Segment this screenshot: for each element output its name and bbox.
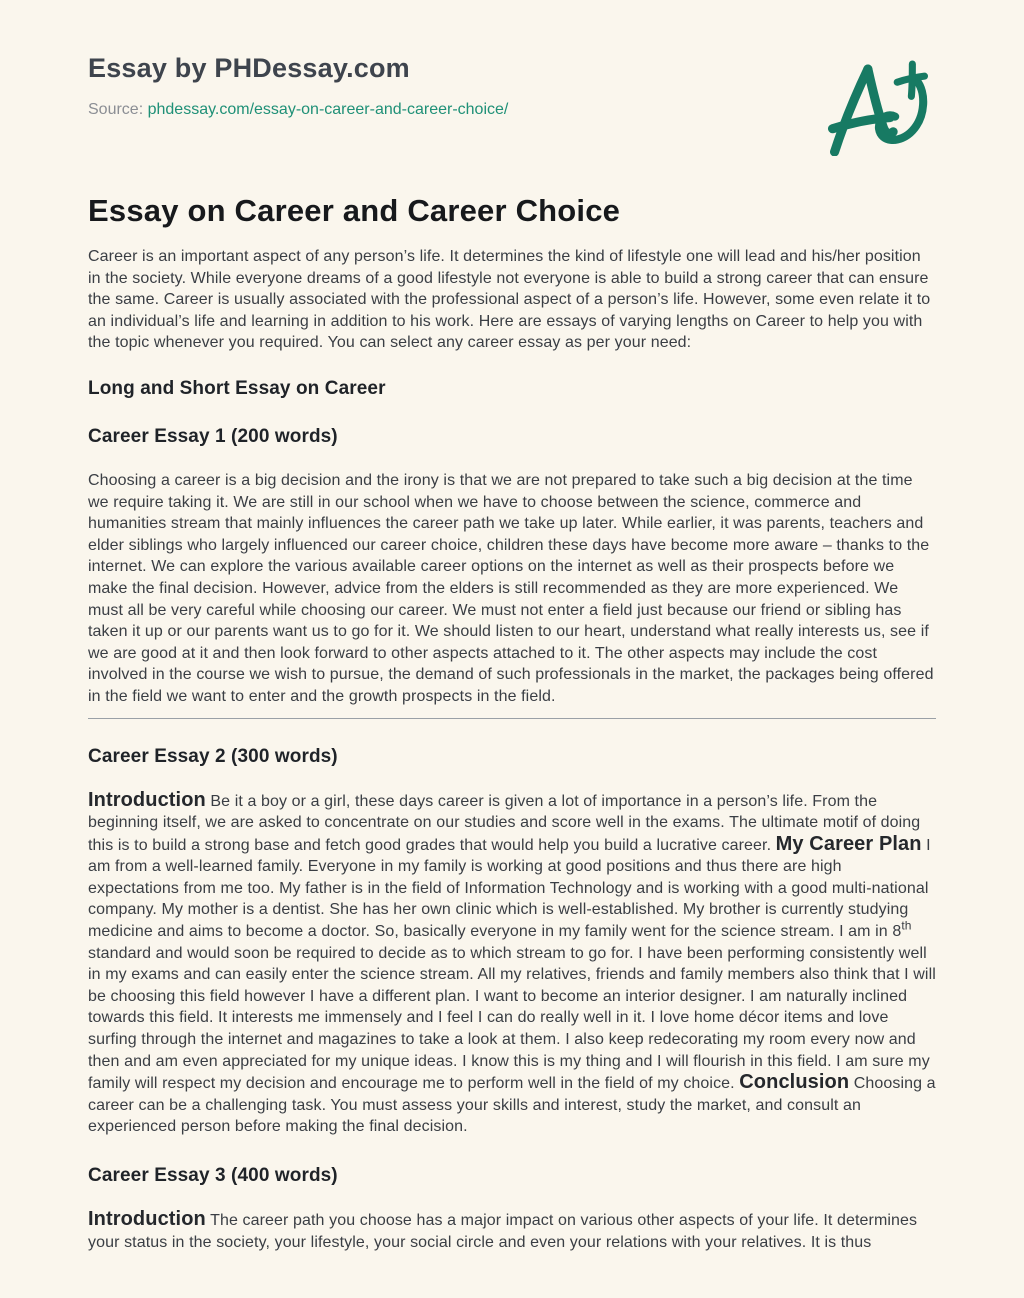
essay-1-heading: Career Essay 1 (200 words) bbox=[88, 425, 338, 447]
essay-2-conclusion-label: Conclusion bbox=[739, 1071, 850, 1094]
essay-2-paragraph bbox=[88, 790, 936, 1139]
a-plus-logo-icon bbox=[827, 60, 929, 156]
ordinal-superscript: th bbox=[901, 918, 912, 933]
source-label: Source: bbox=[88, 101, 144, 118]
essay-2-introduction-label: Introduction bbox=[88, 788, 206, 811]
essay-3-paragraph bbox=[88, 1209, 936, 1253]
source-line bbox=[88, 100, 936, 119]
essay-2-career-plan-text-continued: standard and would soon be required to decide as to which stream to go for. I have been performing consistently well in my exams and can easily enter the science stream. All my relatives, friends and family members also think that I will be choosing this field however I have a different plan. I want to become an interior designer. I am naturally inclined towards this field. It interests me immensely and I feel I can do really well in it. I love home décor items and love surfing through the internet and magazines to take a look at them. I also keep redecorating my room every now and then and am even appreciated for my unique ideas. I know this is my thing and I will flourish in this field. I am sure my family will respect my decision and encourage me to perform well in the field of my choice. bbox=[88, 944, 936, 1093]
essay-3-introduction-label: Introduction bbox=[88, 1208, 206, 1230]
source-link[interactable]: phdessay.com/essay-on-career-and-career-choice/ bbox=[147, 101, 509, 118]
essay-2-career-plan-text: I am from a well-learned family. Everyone in my family is working at good positions and thus there are high expectations from me too. My father is in the field of Information Technology and is working with a good multi-national company. My mother is a dentist. She has her own clinic which is well-established. My brother is currently studying medicine and aims to become a doctor. So, basically everyone in my family went for the science stream. I am in 8 bbox=[88, 836, 931, 941]
essay-3-introduction-text: The career path you choose has a major impact on various other aspects of your life. It determines your status in the society, your lifestyle, your social circle and even your relations with your relatives. It is thus bbox=[88, 1212, 918, 1251]
essay-2-career-plan-label: My Career Plan bbox=[775, 832, 922, 855]
page-title: Essay on Career and Career Choice bbox=[88, 193, 621, 228]
intro-paragraph: Career is an important aspect of any person’s life. It determines the kind of lifestyle one will lead and his/her position in the society. While everyone dreams of a good lifestyle not everyone is able to build a strong career that can ensure the same. Career is usually associated with the professional aspect of a person’s life. However, some even relate it to an individual’s life and learning in addition to his work. Here are essays of varying lengths on Career to help you with the topic whenever you required. You can select any career essay as per your need: bbox=[88, 248, 931, 352]
essay-1-paragraph: Choosing a career is a big decision and the irony is that we are not prepared to take such a big decision at the time we require taking it. We are still in our school when we have to choose between the science, commerce and humanities stream that mainly influences the career path we take up later. While earlier, it was parents, teachers and elder siblings who largely influenced our career choice, children these days have become more aware – thanks to the internet. We can explore the various available career options on the internet as well as their prospects before we make the final decision. However, advice from the elders is still recommended as they are more experienced. We must all be very careful while choosing our career. We must not enter a field just because our friend or sibling has taken it up or our parents want us to go for it. We should listen to our heart, understand what really interests us, see if we are good at it and then look forward to other aspects attached to it. The other aspects may include the cost involved in the course we wish to pursue, the demand of such professionals in the market, the packages being offered in the field we want to enter and the growth prospects in the field. bbox=[88, 471, 934, 705]
essay-2-heading: Career Essay 2 (300 words) bbox=[88, 745, 338, 767]
section-heading-long-and-short: Long and Short Essay on Career bbox=[88, 377, 386, 399]
essay-3-heading: Career Essay 3 (400 words) bbox=[88, 1165, 338, 1186]
section-divider bbox=[88, 718, 936, 719]
document-header-title: Essay by PHDessay.com bbox=[88, 53, 410, 83]
essay-2-introduction-text: Be it a boy or a girl, these days career is given a lot of importance in a person’s life. From the beginning itself, we are asked to concentrate on our studies and score well in the exams. The ultimate motif of doing this is to build a strong base and fetch good grades that would help you build a lucrative career. bbox=[88, 792, 921, 854]
essay-2-conclusion-text: Choosing a career can be a challenging task. You must assess your skills and interest, study the market, and consult an experienced person before making the final decision. bbox=[88, 1075, 936, 1136]
